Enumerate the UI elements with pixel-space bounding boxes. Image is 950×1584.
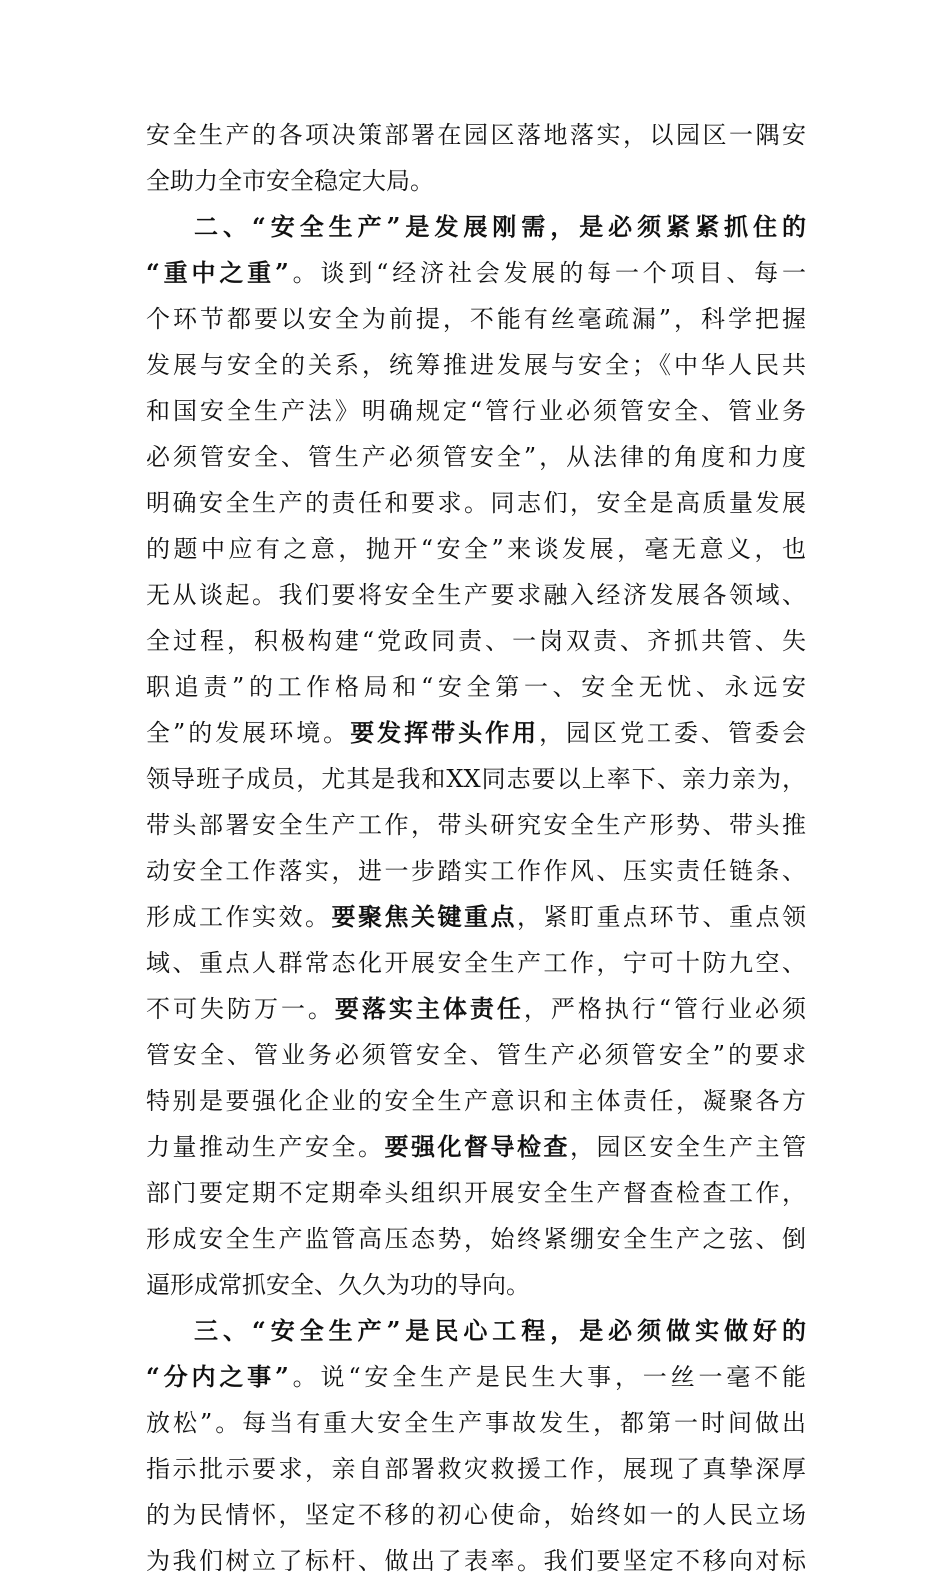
text-line bbox=[146, 940, 806, 986]
text-segment: 动安全工作落实，进一步踏实工作作风、压实责任链条、 bbox=[146, 857, 806, 885]
text-line bbox=[146, 158, 806, 204]
bold-text-segment: “分内之事” bbox=[146, 1362, 289, 1391]
text-segment: 。谈到“经济社会发展的每一个项目、每一 bbox=[288, 259, 807, 287]
text-segment: 为我们树立了标杆、做出了表率。我们要坚定不移向对标 bbox=[146, 1547, 806, 1575]
bold-text-segment: 要落实主体责任 bbox=[334, 994, 524, 1023]
text-segment: 带头部署安全生产工作，带头研究安全生产形势、带头推 bbox=[146, 811, 806, 839]
bold-text-segment: “重中之重” bbox=[146, 258, 289, 287]
text-segment: ，紧盯重点环节、重点领 bbox=[517, 903, 806, 931]
text-line bbox=[146, 388, 806, 434]
text-segment: 。说“安全生产是民生大事，一丝一毫不能 bbox=[288, 1363, 807, 1391]
text-segment: ，严格执行“管行业必须 bbox=[523, 995, 806, 1023]
text-line bbox=[146, 1078, 806, 1124]
text-line bbox=[146, 1354, 806, 1400]
text-segment: 必须管安全、管生产必须管安全”，从法律的角度和力度 bbox=[146, 443, 806, 471]
text-line bbox=[146, 756, 806, 802]
text-line bbox=[146, 1124, 806, 1170]
text-segment: 力量推动生产安全。 bbox=[146, 1133, 385, 1161]
text-line bbox=[146, 1446, 806, 1492]
text-segment: 部门要定期不定期牵头组织开展安全生产督查检查工作， bbox=[146, 1179, 806, 1207]
text-line bbox=[146, 204, 806, 250]
text-line bbox=[146, 1032, 806, 1078]
text-segment: 不可失防万一。 bbox=[146, 995, 335, 1023]
text-line bbox=[146, 572, 806, 618]
bold-text-segment: 要发挥带头作用 bbox=[350, 718, 540, 747]
text-segment: 明确安全生产的责任和要求。同志们，安全是高质量发展 bbox=[146, 489, 806, 517]
text-line bbox=[146, 342, 806, 388]
text-segment: 职追责”的工作格局和“安全第一、安全无忧、永远安 bbox=[146, 673, 806, 701]
text-line bbox=[146, 480, 806, 526]
text-line bbox=[146, 664, 806, 710]
text-line bbox=[146, 848, 806, 894]
text-segment: 和国安全生产法》明确规定“管行业必须管安全、管业务 bbox=[146, 397, 806, 425]
text-segment: 发展与安全的关系，统筹推进发展与安全；《中华人民共 bbox=[146, 351, 806, 379]
text-segment: 逼形成常抓安全、久久为功的导向。 bbox=[146, 1271, 530, 1299]
text-line bbox=[146, 986, 806, 1032]
bold-text-segment: 二、“安全生产”是发展刚需，是必须紧紧抓住的 bbox=[194, 212, 806, 241]
text-segment: ，园区党工委、管委会 bbox=[539, 719, 807, 747]
text-line bbox=[146, 1308, 806, 1354]
text-segment: 全过程，积极构建“党政同责、一岗双责、齐抓共管、失 bbox=[146, 627, 806, 655]
text-segment: 指示批示要求，亲自部署救灾救援工作，展现了真挚深厚 bbox=[146, 1455, 806, 1483]
text-segment: 全助力全市安全稳定大局。 bbox=[146, 167, 434, 195]
text-segment: 的题中应有之意，抛开“安全”来谈发展，毫无意义，也 bbox=[146, 535, 806, 563]
text-segment: 形成安全生产监管高压态势，始终紧绷安全生产之弦、倒 bbox=[146, 1225, 806, 1253]
text-line bbox=[146, 112, 806, 158]
text-line bbox=[146, 526, 806, 572]
text-segment: 无从谈起。我们要将安全生产要求融入经济发展各领域、 bbox=[146, 581, 806, 609]
text-line bbox=[146, 710, 806, 756]
text-segment: 放松”。每当有重大安全生产事故发生，都第一时间做出 bbox=[146, 1409, 806, 1437]
text-line bbox=[146, 1262, 806, 1308]
text-segment: 领导班子成员，尤其是我和XX同志要以上率下、亲力亲为， bbox=[146, 765, 806, 793]
bold-text-segment: 要强化督导检查 bbox=[384, 1132, 570, 1161]
text-segment: 的为民情怀，坚定不移的初心使命，始终如一的人民立场 bbox=[146, 1501, 806, 1529]
text-segment: 特别是要强化企业的安全生产意识和主体责任，凝聚各方 bbox=[146, 1087, 806, 1115]
text-segment: ，园区安全生产主管 bbox=[570, 1133, 806, 1161]
text-line bbox=[146, 802, 806, 848]
text-line bbox=[146, 434, 806, 480]
text-segment: 全”的发展环境。 bbox=[146, 719, 351, 747]
text-line bbox=[146, 296, 806, 342]
text-segment: 安全生产的各项决策部署在园区落地落实，以园区一隅安 bbox=[146, 121, 806, 149]
text-line bbox=[146, 1400, 806, 1446]
text-segment: 个环节都要以安全为前提，不能有丝毫疏漏”，科学把握 bbox=[146, 305, 806, 333]
text-segment: 域、重点人群常态化开展安全生产工作，宁可十防九空、 bbox=[146, 949, 806, 977]
bold-text-segment: 三、“安全生产”是民心工程，是必须做实做好的 bbox=[194, 1316, 806, 1345]
text-line bbox=[146, 1216, 806, 1262]
text-line bbox=[146, 1492, 806, 1538]
document-body bbox=[146, 112, 806, 1584]
text-line bbox=[146, 618, 806, 664]
text-line bbox=[146, 894, 806, 940]
bold-text-segment: 要聚焦关键重点 bbox=[331, 902, 517, 931]
text-line bbox=[146, 1170, 806, 1216]
text-line bbox=[146, 250, 806, 296]
text-line bbox=[146, 1538, 806, 1584]
text-segment: 管安全、管业务必须管安全、管生产必须管安全”的要求 bbox=[146, 1041, 806, 1069]
text-segment: 形成工作实效。 bbox=[146, 903, 332, 931]
